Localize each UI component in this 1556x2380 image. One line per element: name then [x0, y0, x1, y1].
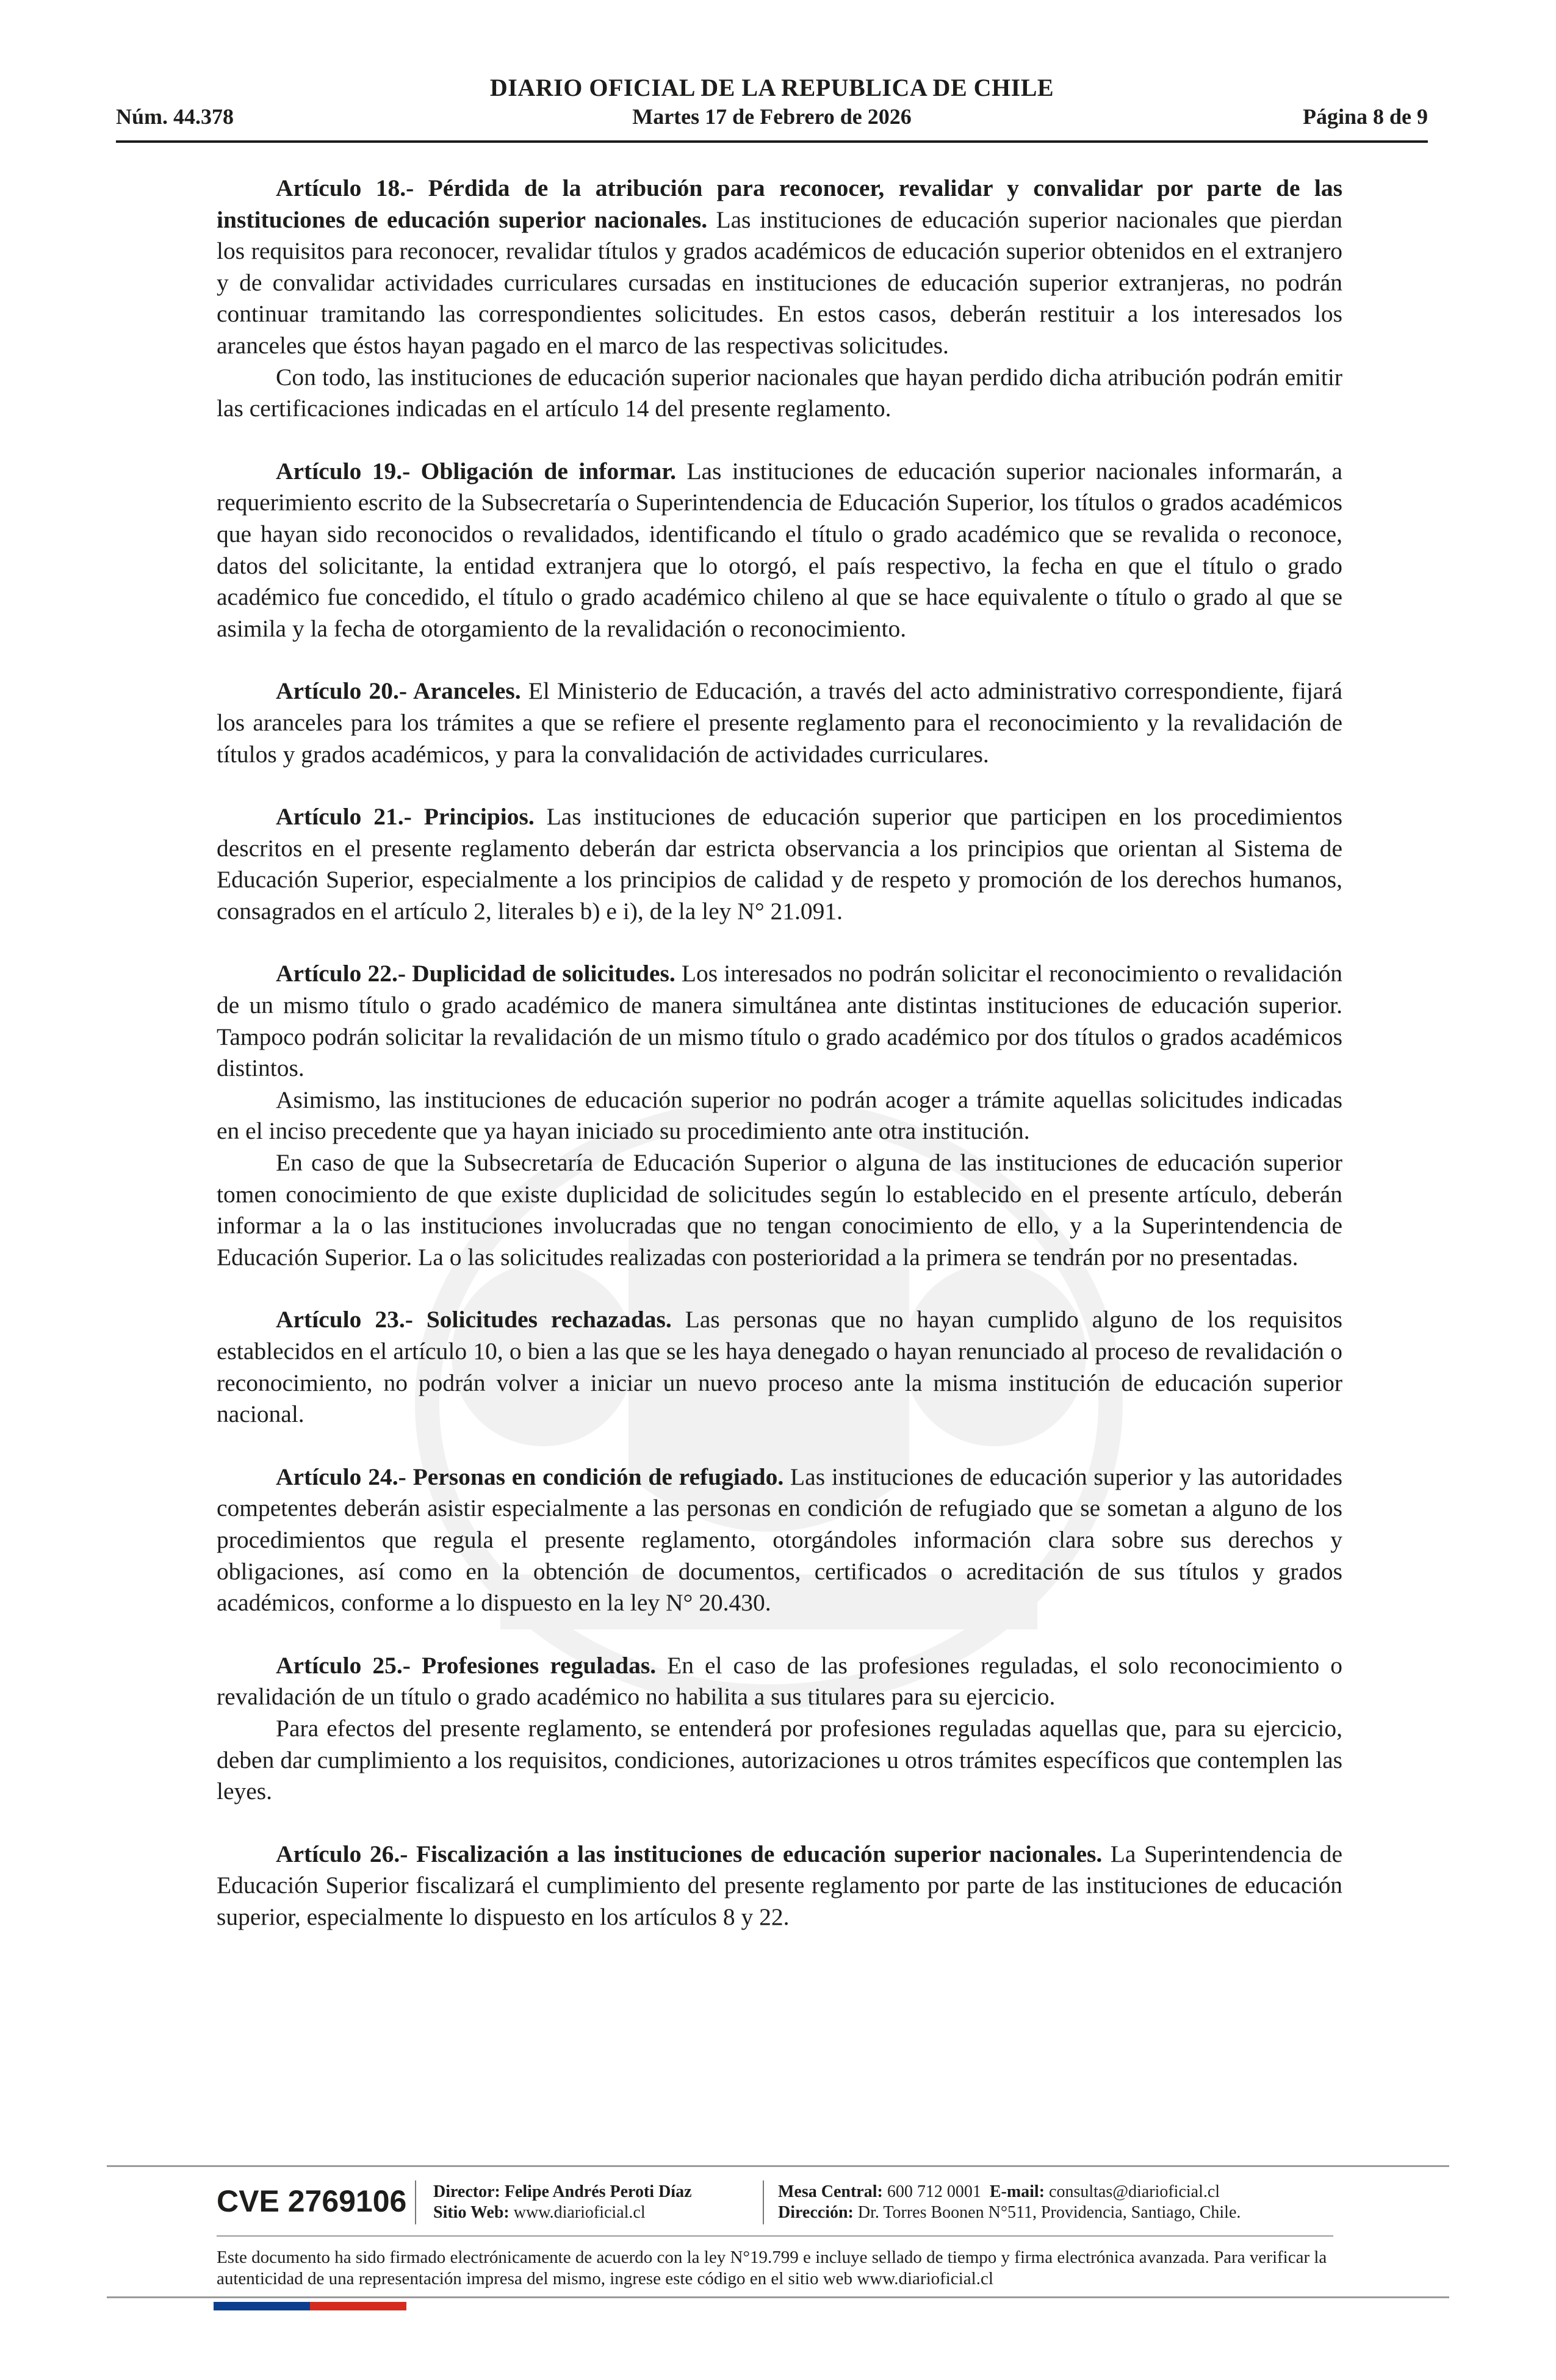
address-label: Dirección:: [778, 2203, 854, 2222]
address-value: Dr. Torres Boonen N°511, Providencia, Santiago, Chile.: [857, 2203, 1241, 2222]
article-text: El Ministerio de Educación, a través del acto administrativo correspondiente, fijará los aranceles para los trámites a que se refiere el presente reglamento para el reconocimiento y la revalidación de títulos y grados académicos, y para la convalidación de actividades curriculares.: [217, 677, 1342, 768]
header-divider: [116, 140, 1428, 143]
website-label: Sitio Web:: [433, 2203, 510, 2222]
footer-separator: [763, 2180, 764, 2224]
footer-divider: [107, 2165, 1449, 2167]
flag-stripe-red: [310, 2302, 406, 2310]
issue-number: Núm. 44.378: [116, 104, 234, 129]
footer-contact-block: [778, 2182, 1241, 2223]
article-text: Las personas que no hayan cumplido alguno de los requisitos establecidos en el artículo 10, o bien a las que se les haya denegado o hayan renunciado al proceso de revalidación o reconocimiento, no podrán volver a iniciar un nuevo proceso ante la misma institución de educación superior nacional.: [217, 1306, 1342, 1428]
article-25: [217, 1650, 1342, 1713]
article-paragraph: En caso de que la Subsecretaría de Educación Superior o alguna de las instituciones de educación superior tomen conocimiento de que existe duplicidad de solicitudes según lo establecido en el presente artículo, deberán informar a la o las instituciones involucradas que no tengan conocimiento de ello, y a la Superintendencia de Educación Superior. La o las solicitudes realizadas con posterioridad a la primera se tendrán por no presentadas.: [217, 1149, 1342, 1271]
legal-notice: Este documento ha sido firmado electrónicamente de acuerdo con la ley N°19.799 e incluye sellado de tiempo y firma electrónica avanzada. Para verificar la autenticidad de una representación impresa del mismo, ingrese este código en el sitio web www.diarioficial.cl: [217, 2248, 1327, 2288]
article-20: [217, 676, 1342, 770]
phone-label: Mesa Central:: [778, 2182, 883, 2201]
email-link[interactable]: consultas@diarioficial.cl: [1049, 2182, 1220, 2201]
article-paragraph: Asimismo, las instituciones de educación superior no podrán acoger a trámite aquellas solicitudes indicadas en el inciso precedente que ya hayan iniciado su procedimiento ante otra institución.: [217, 1086, 1342, 1145]
page-number: Página 8 de 9: [1302, 104, 1428, 129]
flag-stripe-blue: [214, 2302, 310, 2310]
article-26: [217, 1839, 1342, 1933]
issue-date: Martes 17 de Febrero de 2026: [632, 104, 912, 129]
article-text: Las instituciones de educación superior nacionales informarán, a requerimiento escrito de la Subsecretaría o Superintendencia de Educación Superior, los títulos o grados académicos que hayan sido reconocidos o revalidados, identificando el título o grado académico que se revalida o reconoce, datos del solicitante, la entidad extranjera que lo otorgó, el país respectivo, la fecha en que el título o grado académico fue concedido, el título o grado académico chileno al que se hace equivalente o título o grado al que se asimila y la fecha de otorgamiento de la revalidación o reconocimiento.: [217, 457, 1342, 642]
article-19: [217, 456, 1342, 645]
article-text: Las instituciones de educación superior nacionales que pierdan los requisitos para reconocer, revalidar títulos y grados académicos de educación superior obtenidos en el extranjero y de convalidar actividades curriculares cursadas en instituciones de educación superior extranjeras, no podrán continuar tramitando las correspondientes solicitudes. En estos casos, deberán restituir a los interesados los aranceles que éstos hayan pagado en el marco de las respectivas solicitudes.: [217, 206, 1342, 359]
email-label: E-mail:: [989, 2182, 1045, 2201]
article-paragraph: Con todo, las instituciones de educación superior nacionales que hayan perdido dicha atribución podrán emitir las certificaciones indicadas en el artículo 14 del presente reglamento.: [217, 363, 1342, 422]
article-heading: Artículo 21.- Principios.: [276, 803, 535, 831]
footer-divider: [217, 2235, 1333, 2237]
article-22: [217, 958, 1342, 1084]
footer-divider: [107, 2296, 1449, 2298]
document-body: [217, 173, 1342, 1933]
article-text: Los interesados no podrán solicitar el reconocimiento o revalidación de un mismo título o grado académico de manera simultánea ante distintas instituciones de educación superior. Tampoco podrán solicitar la revalidación de un mismo título o grado académico por dos títulos o grados académicos distintos.: [217, 960, 1342, 1082]
article-24: [217, 1462, 1342, 1619]
article-text: Las instituciones de educación superior que participen en los procedimientos descritos en el presente reglamento deberán dar estricta observancia a los principios que orientan al Sistema de Educación Superior, especialmente a los principios de calidad y de respeto y promoción de los derechos humanos, consagrados en el artículo 2, literales b) e i), de la ley N° 21.091.: [217, 803, 1342, 925]
page-footer: [217, 2176, 1376, 2243]
director-label: Director:: [433, 2182, 500, 2201]
article-23: [217, 1304, 1342, 1430]
article-18: [217, 173, 1342, 362]
article-text: Las instituciones de educación superior y las autoridades competentes deberán asistir especialmente a las personas en condición de refugiado que se sometan a alguno de los procedimientos que regula el presente reglamento, otorgándoles información clara sobre sus derechos y obligaciones, así como en la obtención de documentos, certificados o acreditación de sus títulos y grados académicos, conforme a lo dispuesto en la ley N° 20.430.: [217, 1463, 1342, 1617]
article-text: En el caso de las profesiones reguladas, el solo reconocimiento o revalidación de un título o grado académico no habilita a sus titulares para su ejercicio.: [217, 1651, 1342, 1711]
footer-separator: [415, 2180, 416, 2224]
article-21: [217, 801, 1342, 927]
article-heading: Artículo 22.- Duplicidad de solicitudes.: [276, 960, 675, 987]
article-heading: Artículo 25.- Profesiones reguladas.: [276, 1651, 657, 1679]
article-heading: Artículo 26.- Fiscalización a las instituciones de educación superior nacionales.: [276, 1840, 1103, 1867]
director-name: Felipe Andrés Peroti Díaz: [504, 2182, 692, 2201]
website-link[interactable]: www.diarioficial.cl: [513, 2203, 646, 2222]
article-text: La Superintendencia de Educación Superior fiscalizará el cumplimiento del presente reglamento por parte de las instituciones de educación superior, especialmente lo dispuesto en los artículos 8 y 22.: [217, 1840, 1342, 1930]
phone-value: 600 712 0001: [887, 2182, 981, 2201]
article-heading: Artículo 24.- Personas en condición de refugiado.: [276, 1463, 784, 1490]
article-heading: Artículo 19.- Obligación de informar.: [276, 457, 677, 485]
article-heading: Artículo 18.- Pérdida de la atribución para reconocer, revalidar y convalidar por parte de las instituciones de educación superior nacionales.: [217, 175, 1342, 233]
article-paragraph: Para efectos del presente reglamento, se entenderá por profesiones reguladas aquellas que, para su ejercicio, deben dar cumplimiento a los requisitos, condiciones, autorizaciones u otros trámites específicos que contemplen las leyes.: [217, 1714, 1342, 1805]
page-header: [116, 73, 1428, 146]
article-heading: Artículo 20.- Aranceles.: [276, 677, 521, 705]
article-heading: Artículo 23.- Solicitudes rechazadas.: [276, 1306, 672, 1333]
footer-director-block: [433, 2182, 692, 2223]
cve-code: CVE 2769106: [217, 2184, 407, 2218]
publication-title: DIARIO OFICIAL DE LA REPUBLICA DE CHILE: [489, 74, 1054, 101]
